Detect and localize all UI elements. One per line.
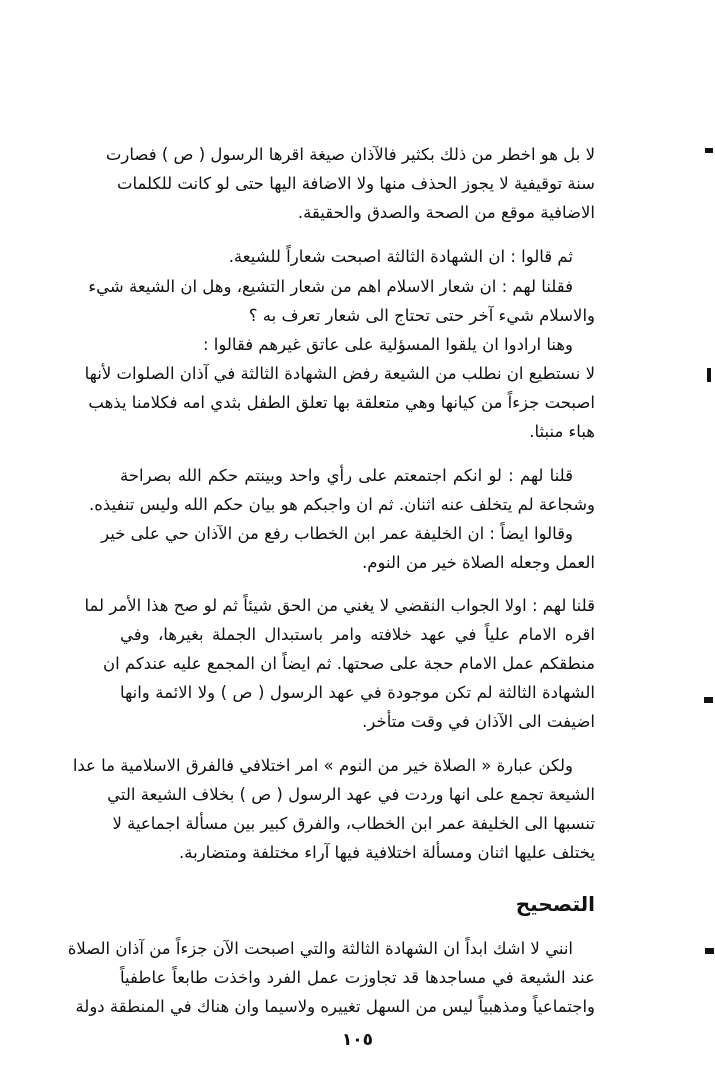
text-line: قلنا لهم : اولا الجواب النقضي لا يغني من الحق شيئاً ثم لو صح هذا الأمر لما (84, 596, 595, 615)
text-line: عند الشيعة في مساجدها قد تجاوزت عمل الفرد واخذت طابعاً عاطفياً (120, 968, 595, 987)
text-line: الشهادة الثالثة لم تكن موجودة في عهد الرسول ( ص ) ولا الائمة وانها (120, 683, 595, 702)
text-line: فقلنا لهم : ان شعار الاسلام اهم من شعار التشيع، وهل ان الشيعة شيء (88, 277, 573, 296)
text-line: والاسلام شيء آخر حتى تحتاج الى شعار تعرف به ؟ (248, 306, 595, 325)
text-line: انني لا اشك ابداً ان الشهادة الثالثة والتي اصبحت الآن جزءاً من آذان الصلاة (67, 939, 573, 958)
section-heading: التصحيح (515, 892, 595, 916)
text-line: لا نستطيع ان نطلب من الشيعة رفض الشهادة الثالثة في آذان الصلوات لأنها (84, 364, 595, 383)
scan-mark (704, 697, 713, 703)
text-line: يختلف عليها اثنان ومسألة اختلافية فيها آراء مختلفة ومتضاربة. (179, 843, 595, 862)
text-line: الاضافية موقع من الصحة والصدق والحقيقة. (297, 203, 595, 222)
text-line: واجتماعياً ومذهبياً ليس من السهل تغييره ولاسيما وان هناك في المنطقة دولة (75, 997, 595, 1016)
scan-mark (705, 148, 713, 153)
text-line: اصبحت جزءاً من كيانها وهي متعلقة بها تعلق الطفل بثدي امه فكلامنا يذهب (88, 393, 595, 412)
text-line: هباء منبثا. (529, 422, 595, 441)
text-line: وهنا ارادوا ان يلقوا المسؤلية على عاتق غيرهم فقالوا : (202, 335, 573, 354)
text-line: منطقكم عمل الامام حجة على صحتها. ثم ايضاً ان المجمع عليه عندكم ان (102, 654, 595, 673)
scan-mark (705, 948, 714, 954)
text-line: اقره الامام علياً في عهد خلافته وامر باستبدال الجملة بغيرها، وفي (120, 625, 595, 644)
text-line: الشيعة تجمع على انها وردت في عهد الرسول ( ص ) بخلاف الشيعة التي (107, 785, 595, 804)
text-line: اضيفت الى الآذان في وقت متأخر. (362, 712, 595, 731)
text-line: ولكن عبارة « الصلاة خير من النوم » امر اختلافي فالفرق الاسلامية ما عدا (72, 756, 573, 775)
text-line: سنة توقيفية لا يجوز الحذف منها ولا الاضافة اليها حتى لو كانت للكلمات (116, 174, 595, 193)
text-line: ثم قالوا : ان الشهادة الثالثة اصبحت شعاراً للشيعة. (228, 247, 573, 266)
page-number: ١٠٥ (341, 1030, 374, 1050)
scan-mark (707, 368, 711, 382)
text-line: لا بل هو اخطر من ذلك بكثير فالآذان صيغة اقرها الرسول ( ص ) فصارت (105, 145, 595, 164)
text-line: وشجاعة لم يتخلف عنه اثنان. ثم ان واجبكم هو بيان حكم الله وليس تنفيذه. (88, 495, 595, 514)
text-line: تنسبها الى الخليفة عمر ابن الخطاب، والفرق كبير بين مسألة اجماعية لا (112, 814, 595, 833)
text-line: العمل وجعله الصلاة خير من النوم. (362, 553, 595, 572)
text-line: قلنا لهم : لو انكم اجتمعتم على رأي واحد وبينتم حكم الله بصراحة (120, 466, 573, 485)
text-line: وقالوا ايضاً : ان الخليفة عمر ابن الخطاب رفع من الآذان حي على خير (101, 524, 573, 543)
